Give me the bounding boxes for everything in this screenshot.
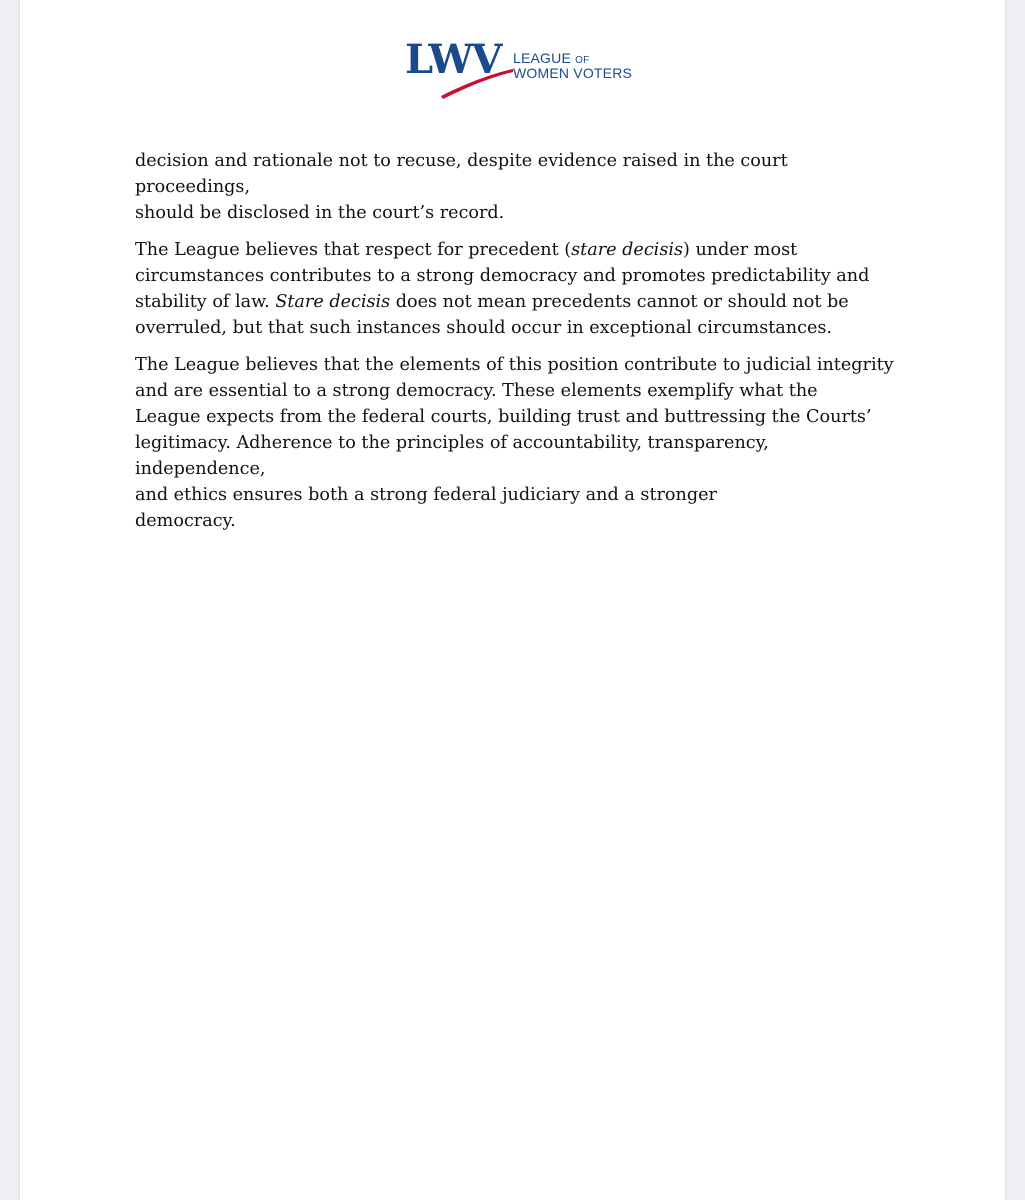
paragraph-judicial-integrity: The League believes that the elements of this position contribute to judicial integrity and are essential to a strong democracy. These elements exemplify what the League expects from the federal courts, building trust and buttressing the Courts’ legitimacy. Adherence to the principles of accountability, transparency, independence, and ethics ensures both a strong federal judiciary and a stronger democracy. xyxy=(135,355,894,531)
paragraph-recusal: decision and rationale not to recuse, despite evidence raised in the court proceedings, should be disclosed in the court’s record. xyxy=(135,151,788,223)
document-body xyxy=(135,148,895,545)
paragraph-stare-decisis: The League believes that respect for precedent (stare decisis) under most circumstances contributes to a strong democracy and promotes predictability and stability of law. Stare decisis does not mean precedents cannot or should not be overruled, but that such instances should occur in exceptional circumstances. xyxy=(135,240,870,338)
logo-line-2: WOMEN VOTERS xyxy=(513,65,633,81)
document-page xyxy=(20,0,1005,1200)
lwv-logo-mark: LWV xyxy=(405,36,501,83)
lwv-logo xyxy=(405,36,645,102)
logo-line-1: LEAGUE OF xyxy=(513,50,590,66)
